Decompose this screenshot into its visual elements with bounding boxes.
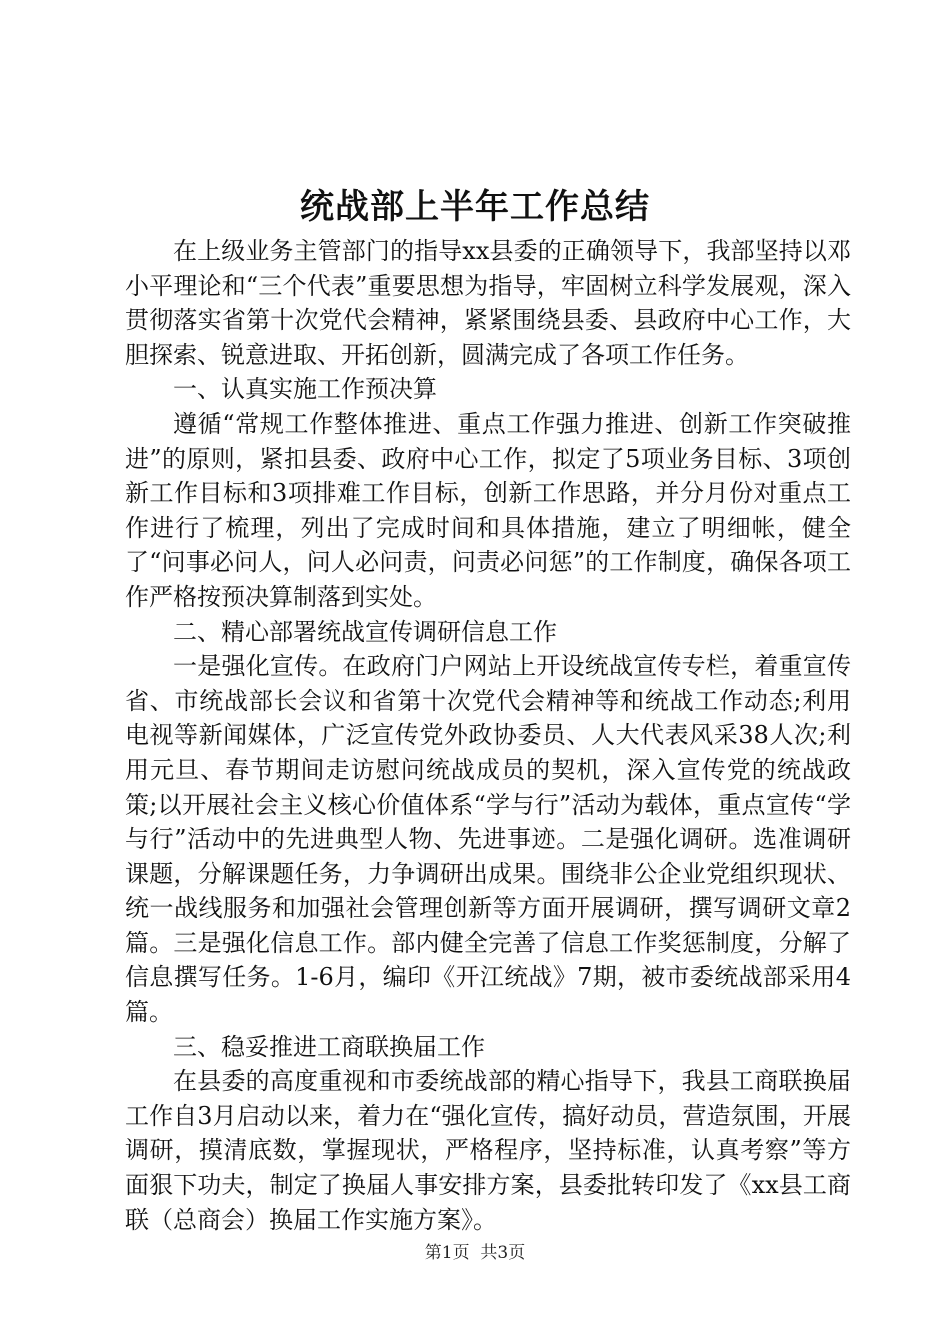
section-heading-1: 一、认真实施工作预决算 <box>173 375 437 404</box>
intro-paragraph: 在上级业务主管部门的指导xx县委的正确领导下，我部坚持以邓小平理论和“三个代表”重要思想为指导，牢固树立科学发展观，深入贯彻落实省第十次党代会精神，紧紧围绕县委、县政府中心工作，大胆探索、锐意进取、开拓创新，圆满完成了各项工作任务。 <box>125 237 851 369</box>
page-number: 第1页 共3页 <box>424 1243 526 1263</box>
page-footer <box>0 1241 950 1265</box>
section-1-paragraph: 遵循“常规工作整体推进、重点工作强力推进、创新工作突破推进”的原则，紧扣县委、政府中心工作，拟定了5项业务目标、3项创新工作目标和3项排难工作目标，创新工作思路，并分月份对重点工作进行了梳理，列出了完成时间和具体措施，建立了明细帐，健全了“问事必问人，问人必问责，问责必问惩”的工作制度，确保各项工作严格按预决算制落到实处。 <box>125 409 851 611</box>
document-body <box>125 234 851 1237</box>
section-2-paragraph: 一是强化宣传。在政府门户网站上开设统战宣传专栏，着重宣传省、市统战部长会议和省第十次党代会精神等和统战工作动态;利用电视等新闻媒体，广泛宣传党外政协委员、人大代表风采38人次;利用元旦、春节期间走访慰问统战成员的契机，深入宣传党的统战政策;以开展社会主义核心价值体系“学与行”活动为载体，重点宣传“学与行”活动中的先进典型人物、先进事迹。二是强化调研。选准调研课题，分解课题任务，力争调研出成果。围绕非公企业党组织现状、统一战线服务和加强社会管理创新等方面开展调研，撰写调研文章2篇。三是强化信息工作。部内健全完善了信息工作奖惩制度，分解了信息撰写任务。1-6月，编印《开江统战》7期，被市委统战部采用4篇。 <box>125 652 851 1027</box>
document-title: 统战部上半年工作总结 <box>300 187 650 227</box>
section-heading-3: 三、稳妥推进工商联换届工作 <box>173 1032 485 1061</box>
section-heading-2: 二、精心部署统战宣传调研信息工作 <box>173 617 557 646</box>
section-3-paragraph: 在县委的高度重视和市委统战部的精心指导下，我县工商联换届工作自3月启动以来，着力在“强化宣传，搞好动员，营造氛围，开展调研，摸清底数，掌握现状，严格程序，坚持标准，认真考察”等方面狠下功夫，制定了换届人事安排方案，县委批转印发了《xx县工商联（总商会）换届工作实施方案》。 <box>125 1067 851 1234</box>
